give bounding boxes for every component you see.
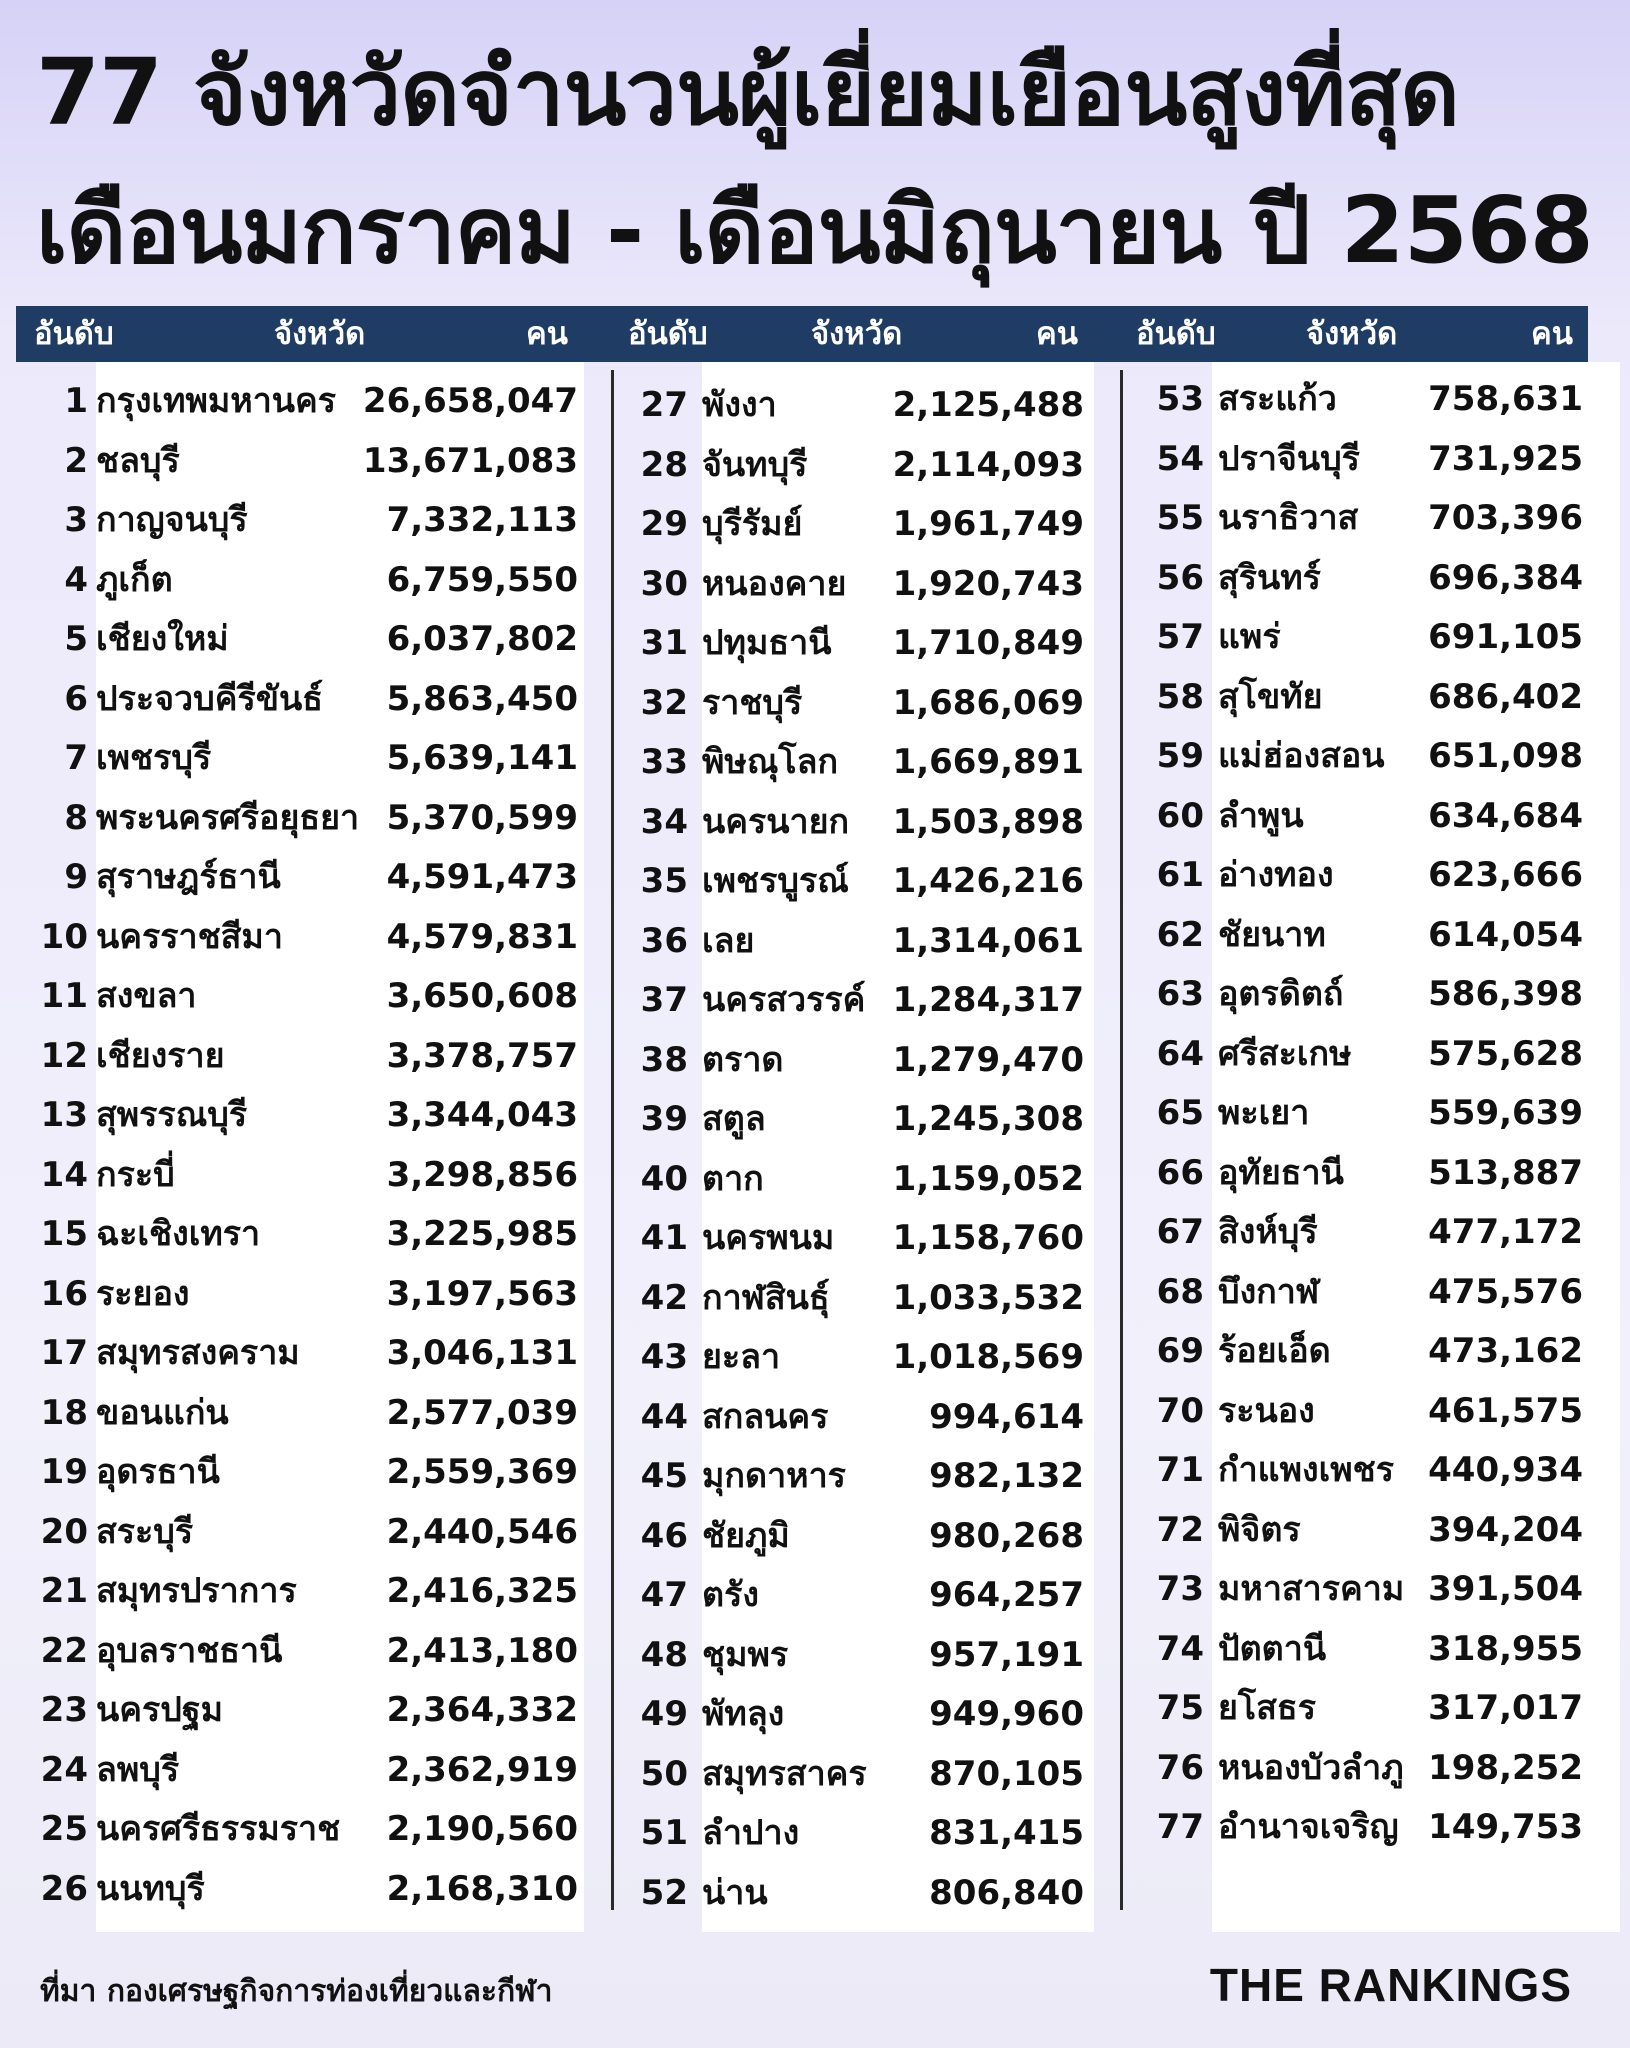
rank-number: 15 xyxy=(40,1214,88,1254)
province-name: ศรีสะเกษ xyxy=(1218,1033,1352,1074)
rank-number: 68 xyxy=(1156,1271,1204,1312)
province-name: เพชรบุรี xyxy=(96,738,212,778)
visitor-count: 1,686,069 xyxy=(892,682,1084,723)
visitor-count: 1,961,749 xyxy=(892,504,1084,544)
rank-number: 49 xyxy=(640,1694,688,1734)
province-name: กำแพงเพชร xyxy=(1218,1450,1394,1490)
province-name: นครศรีธรรมราช xyxy=(96,1809,341,1849)
province-name: ขอนแก่น xyxy=(96,1392,229,1433)
visitor-count: 870,105 xyxy=(929,1753,1084,1794)
visitor-count: 6,037,802 xyxy=(386,619,578,659)
province-name: สกลนคร xyxy=(702,1396,829,1437)
province-name: บุรีรัมย์ xyxy=(702,504,803,544)
visitor-count: 391,504 xyxy=(1428,1569,1583,1609)
rank-number: 37 xyxy=(640,980,688,1020)
province-name: อุดรธานี xyxy=(96,1452,220,1492)
rank-number: 43 xyxy=(640,1337,688,1377)
province-name: แม่ฮ่องสอน xyxy=(1218,736,1385,776)
visitor-count: 475,576 xyxy=(1428,1271,1583,1312)
visitor-count: 1,669,891 xyxy=(892,742,1084,782)
rank-number: 28 xyxy=(640,444,688,485)
visitor-count: 1,159,052 xyxy=(892,1158,1084,1199)
province-name: พัทลุง xyxy=(702,1694,785,1734)
visitor-count: 473,162 xyxy=(1428,1331,1583,1371)
visitor-count: 1,920,743 xyxy=(892,563,1084,604)
visitor-count: 575,628 xyxy=(1428,1033,1583,1074)
rank-number: 77 xyxy=(1156,1807,1204,1847)
province-name: เชียงใหม่ xyxy=(96,619,229,659)
province-name: สุราษฎร์ธานี xyxy=(96,857,281,897)
header-province-label-2: จังหวัด xyxy=(811,316,903,352)
visitor-count: 806,840 xyxy=(929,1872,1084,1913)
rank-number: 33 xyxy=(640,742,688,782)
province-name: ปราจีนบุรี xyxy=(1218,438,1360,479)
visitor-count: 758,631 xyxy=(1428,379,1583,419)
province-name: ตาก xyxy=(702,1158,764,1199)
province-name: ระนอง xyxy=(1218,1390,1315,1431)
visitor-count: 703,396 xyxy=(1428,498,1583,538)
visitor-count: 1,018,569 xyxy=(892,1337,1084,1377)
visitor-count: 2,577,039 xyxy=(386,1392,578,1433)
rank-number: 41 xyxy=(640,1218,688,1258)
rank-number: 61 xyxy=(1156,855,1204,895)
rank-number: 56 xyxy=(1156,557,1204,598)
visitor-count: 3,344,043 xyxy=(386,1095,578,1135)
province-name: ชัยนาท xyxy=(1218,914,1326,955)
header-rank-label-2: อันดับ xyxy=(628,316,708,352)
rank-number: 55 xyxy=(1156,498,1204,538)
rank-number: 66 xyxy=(1156,1152,1204,1193)
rank-number: 22 xyxy=(40,1630,88,1671)
province-name: หนองบัวลำภู xyxy=(1218,1747,1404,1788)
rank-number: 3 xyxy=(64,500,88,540)
rank-number: 4 xyxy=(64,559,88,600)
province-name: นราธิวาส xyxy=(1218,498,1359,538)
visitor-count: 731,925 xyxy=(1428,438,1583,479)
visitor-count: 5,370,599 xyxy=(386,797,578,838)
visitor-count: 2,362,919 xyxy=(386,1749,578,1790)
visitor-count: 957,191 xyxy=(929,1634,1084,1675)
province-name: สุพรรณบุรี xyxy=(96,1095,248,1135)
rank-number: 65 xyxy=(1156,1093,1204,1133)
visitor-count: 1,245,308 xyxy=(892,1099,1084,1139)
province-name: นครปฐม xyxy=(96,1690,224,1730)
rank-number: 51 xyxy=(640,1813,688,1853)
province-name: สตูล xyxy=(702,1099,766,1139)
visitor-count: 5,639,141 xyxy=(386,738,578,778)
visitor-count: 831,415 xyxy=(929,1813,1084,1853)
visitor-count: 982,132 xyxy=(929,1456,1084,1496)
rank-number: 27 xyxy=(640,385,688,425)
province-name: นครสวรรค์ xyxy=(702,980,866,1020)
rank-number: 29 xyxy=(640,504,688,544)
province-name: สงขลา xyxy=(96,976,197,1016)
province-name: กาญจนบุรี xyxy=(96,500,248,540)
rank-number: 32 xyxy=(640,682,688,723)
province-name: พระนครศรีอยุธยา xyxy=(96,797,360,838)
province-name: เลย xyxy=(702,920,755,961)
province-name: บึงกาฬ xyxy=(1218,1271,1320,1312)
rank-number: 5 xyxy=(64,619,88,659)
province-name: ปทุมธานี xyxy=(702,623,832,663)
visitor-count: 2,559,369 xyxy=(386,1452,578,1492)
rank-number: 52 xyxy=(640,1872,688,1913)
visitor-count: 2,413,180 xyxy=(386,1630,578,1671)
rank-number: 58 xyxy=(1156,676,1204,717)
province-name: สมุทรสงคราม xyxy=(96,1333,300,1373)
rank-number: 17 xyxy=(40,1333,88,1373)
rank-number: 8 xyxy=(64,797,88,838)
rank-number: 7 xyxy=(64,738,88,778)
province-name: ยโสธร xyxy=(1218,1688,1316,1728)
province-name: พังงา xyxy=(702,385,777,425)
visitor-count: 4,579,831 xyxy=(386,916,578,957)
visitor-count: 559,639 xyxy=(1428,1093,1583,1133)
province-name: ชัยภูมิ xyxy=(702,1515,790,1556)
visitor-count: 149,753 xyxy=(1428,1807,1583,1847)
province-name: อุทัยธานี xyxy=(1218,1152,1344,1193)
rank-number: 47 xyxy=(640,1575,688,1615)
visitor-count: 949,960 xyxy=(929,1694,1084,1734)
visitor-count: 2,364,332 xyxy=(386,1690,578,1730)
province-name: ราชบุรี xyxy=(702,682,803,723)
visitor-count: 980,268 xyxy=(929,1515,1084,1556)
province-name: เพชรบูรณ์ xyxy=(702,861,849,901)
visitor-count: 696,384 xyxy=(1428,557,1583,598)
rank-number: 46 xyxy=(640,1515,688,1556)
visitor-count: 198,252 xyxy=(1428,1747,1583,1788)
visitor-count: 1,710,849 xyxy=(892,623,1084,663)
province-name: อ่างทอง xyxy=(1218,855,1334,895)
province-name: พิษณุโลก xyxy=(702,742,839,782)
province-name: ชุมพร xyxy=(702,1634,789,1675)
visitor-count: 3,225,985 xyxy=(386,1214,578,1254)
rank-number: 23 xyxy=(40,1690,88,1730)
rank-number: 73 xyxy=(1156,1569,1204,1609)
rank-number: 62 xyxy=(1156,914,1204,955)
rank-number: 75 xyxy=(1156,1688,1204,1728)
province-name: สระบุรี xyxy=(96,1511,194,1552)
rank-number: 59 xyxy=(1156,736,1204,776)
province-name: ร้อยเอ็ด xyxy=(1218,1331,1331,1371)
source-note: ที่มา กองเศรษฐกิจการท่องเที่ยวและกีฬา xyxy=(40,1974,553,2009)
visitor-count: 634,684 xyxy=(1428,795,1583,836)
rank-number: 64 xyxy=(1156,1033,1204,1074)
province-name: เชียงราย xyxy=(96,1035,225,1076)
header-count-label-1: คน xyxy=(526,316,568,352)
rank-number: 44 xyxy=(640,1396,688,1437)
visitor-count: 2,416,325 xyxy=(386,1571,578,1611)
rank-number: 70 xyxy=(1156,1390,1204,1431)
rank-number: 42 xyxy=(640,1277,688,1318)
rank-number: 45 xyxy=(640,1456,688,1496)
visitor-count: 651,098 xyxy=(1428,736,1583,776)
rank-number: 2 xyxy=(64,440,88,481)
table-header-bar xyxy=(16,306,1588,362)
rank-number: 11 xyxy=(40,976,88,1016)
visitor-count: 477,172 xyxy=(1428,1212,1583,1252)
rank-number: 48 xyxy=(640,1634,688,1675)
column-divider-2 xyxy=(1120,370,1123,1910)
rank-number: 36 xyxy=(640,920,688,961)
province-name: สระแก้ว xyxy=(1218,379,1337,419)
rank-number: 24 xyxy=(40,1749,88,1790)
rank-number: 40 xyxy=(640,1158,688,1199)
province-name: ภูเก็ต xyxy=(96,559,173,600)
visitor-count: 964,257 xyxy=(929,1575,1084,1615)
rank-number: 63 xyxy=(1156,974,1204,1014)
page-title xyxy=(36,24,1596,300)
province-name: ยะลา xyxy=(702,1337,781,1377)
rank-number: 19 xyxy=(40,1452,88,1492)
rank-number: 67 xyxy=(1156,1212,1204,1252)
province-name: สุโขทัย xyxy=(1218,676,1323,717)
province-name: ประจวบคีรีขันธ์ xyxy=(96,678,323,719)
header-rank-label-3: อันดับ xyxy=(1136,316,1216,352)
rank-number: 1 xyxy=(64,381,88,421)
rank-number: 60 xyxy=(1156,795,1204,836)
rank-number: 30 xyxy=(640,563,688,604)
visitor-count: 614,054 xyxy=(1428,914,1583,955)
visitor-count: 317,017 xyxy=(1428,1688,1583,1728)
province-name: ลำปาง xyxy=(702,1813,800,1853)
rank-number: 31 xyxy=(640,623,688,663)
visitor-count: 13,671,083 xyxy=(362,440,578,481)
rank-number: 34 xyxy=(640,801,688,842)
visitor-count: 6,759,550 xyxy=(386,559,578,600)
visitor-count: 3,378,757 xyxy=(386,1035,578,1076)
province-name: กระบี่ xyxy=(96,1154,175,1195)
province-name: กาฬสินธุ์ xyxy=(702,1277,830,1318)
province-name: พิจิตร xyxy=(1218,1509,1301,1550)
province-name: สุรินทร์ xyxy=(1218,557,1321,598)
province-name: พะเยา xyxy=(1218,1093,1310,1133)
rank-number: 38 xyxy=(640,1039,688,1080)
visitor-count: 586,398 xyxy=(1428,974,1583,1014)
province-name: ชลบุรี xyxy=(96,440,180,481)
province-name: นครพนม xyxy=(702,1218,835,1258)
visitor-count: 5,863,450 xyxy=(386,678,578,719)
visitor-count: 3,650,608 xyxy=(386,976,578,1016)
province-name: นครนายก xyxy=(702,801,850,842)
rank-number: 10 xyxy=(40,916,88,957)
rank-number: 18 xyxy=(40,1392,88,1433)
rank-number: 50 xyxy=(640,1753,688,1794)
province-name: สมุทรปราการ xyxy=(96,1571,297,1611)
rank-number: 71 xyxy=(1156,1450,1204,1490)
rank-number: 25 xyxy=(40,1809,88,1849)
rank-number: 12 xyxy=(40,1035,88,1076)
visitor-count: 1,314,061 xyxy=(892,920,1084,961)
rank-number: 16 xyxy=(40,1273,88,1314)
visitor-count: 2,168,310 xyxy=(386,1868,578,1909)
header-rank-label-1: อันดับ xyxy=(34,316,114,352)
visitor-count: 994,614 xyxy=(929,1396,1084,1437)
visitor-count: 3,197,563 xyxy=(386,1273,578,1314)
visitor-count: 2,125,488 xyxy=(892,385,1084,425)
visitor-count: 394,204 xyxy=(1428,1509,1583,1550)
province-name: จันทบุรี xyxy=(702,444,808,485)
rank-number: 20 xyxy=(40,1511,88,1552)
visitor-count: 691,105 xyxy=(1428,617,1583,657)
rank-number: 21 xyxy=(40,1571,88,1611)
province-name: สมุทรสาคร xyxy=(702,1753,867,1794)
title-line-1: 77 จังหวัดจำนวนผู้เยี่ยมเยือนสูงที่สุด xyxy=(36,39,1459,146)
province-name: ฉะเชิงเทรา xyxy=(96,1214,261,1254)
province-name: ปัตตานี xyxy=(1218,1628,1327,1669)
visitor-count: 2,190,560 xyxy=(386,1809,578,1849)
rank-number: 57 xyxy=(1156,617,1204,657)
visitor-count: 2,440,546 xyxy=(386,1511,578,1552)
province-name: สิงห์บุรี xyxy=(1218,1212,1318,1252)
visitor-count: 1,158,760 xyxy=(892,1218,1084,1258)
rank-number: 53 xyxy=(1156,379,1204,419)
rank-number: 6 xyxy=(64,678,88,719)
rank-number: 26 xyxy=(40,1868,88,1909)
province-name: ตรัง xyxy=(702,1575,759,1615)
visitor-count: 1,279,470 xyxy=(892,1039,1084,1080)
province-name: กรุงเทพมหานคร xyxy=(96,381,337,421)
province-name: นนทบุรี xyxy=(96,1868,205,1909)
province-name: อำนาจเจริญ xyxy=(1218,1807,1399,1847)
visitor-count: 318,955 xyxy=(1428,1628,1583,1669)
visitor-count: 3,298,856 xyxy=(386,1154,578,1195)
title-line-2: เดือนมกราคม - เดือนมิถุนายน ปี 2568 xyxy=(36,177,1593,284)
province-name: หนองคาย xyxy=(702,563,847,604)
rank-number: 35 xyxy=(640,861,688,901)
province-name: น่าน xyxy=(702,1872,768,1913)
rank-number: 13 xyxy=(40,1095,88,1135)
visitor-count: 461,575 xyxy=(1428,1390,1583,1431)
header-count-label-2: คน xyxy=(1036,316,1078,352)
rank-number: 54 xyxy=(1156,438,1204,479)
province-name: อุตรดิตถ์ xyxy=(1218,974,1344,1014)
visitor-count: 1,503,898 xyxy=(892,801,1084,842)
visitor-count: 2,114,093 xyxy=(892,444,1084,485)
province-name: ลพบุรี xyxy=(96,1749,180,1790)
visitor-count: 7,332,113 xyxy=(386,500,578,540)
province-name: มุกดาหาร xyxy=(702,1456,846,1496)
visitor-count: 623,666 xyxy=(1428,855,1583,895)
visitor-count: 4,591,473 xyxy=(386,857,578,897)
visitor-count: 26,658,047 xyxy=(362,381,578,421)
province-name: ลำพูน xyxy=(1218,795,1304,836)
rank-number: 9 xyxy=(64,857,88,897)
visitor-count: 1,033,532 xyxy=(892,1277,1084,1318)
visitor-count: 513,887 xyxy=(1428,1152,1583,1193)
rank-number: 74 xyxy=(1156,1628,1204,1669)
visitor-count: 686,402 xyxy=(1428,676,1583,717)
visitor-count: 3,046,131 xyxy=(386,1333,578,1373)
header-province-label-3: จังหวัด xyxy=(1306,316,1398,352)
province-name: แพร่ xyxy=(1218,617,1281,657)
rank-number: 14 xyxy=(40,1154,88,1195)
province-name: นครราชสีมา xyxy=(96,916,283,957)
visitor-count: 1,284,317 xyxy=(892,980,1084,1020)
province-name: ตราด xyxy=(702,1039,784,1080)
visitor-count: 440,934 xyxy=(1428,1450,1583,1490)
rank-number: 72 xyxy=(1156,1509,1204,1550)
rank-number: 76 xyxy=(1156,1747,1204,1788)
rank-number: 39 xyxy=(640,1099,688,1139)
brand-logo-text: THE RANKINGS xyxy=(1209,1959,1572,2011)
header-count-label-3: คน xyxy=(1531,316,1573,352)
province-name: อุบลราชธานี xyxy=(96,1630,283,1671)
header-province-label-1: จังหวัด xyxy=(274,316,366,352)
rank-number: 69 xyxy=(1156,1331,1204,1371)
column-divider-1 xyxy=(611,370,614,1910)
visitor-count: 1,426,216 xyxy=(892,861,1084,901)
province-name: มหาสารคาม xyxy=(1218,1569,1405,1609)
province-name: ระยอง xyxy=(96,1273,190,1314)
